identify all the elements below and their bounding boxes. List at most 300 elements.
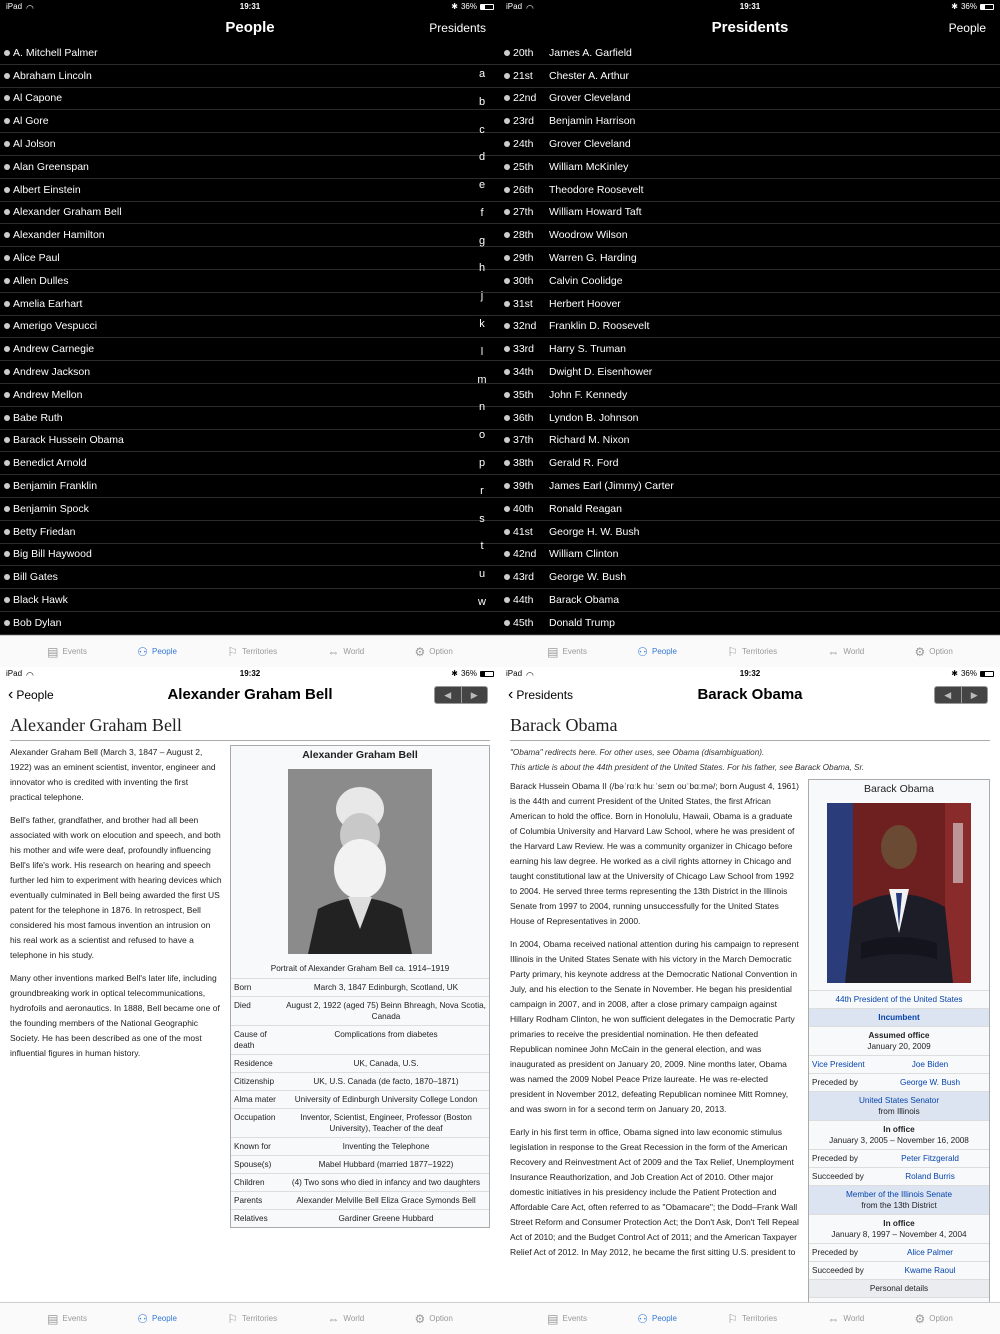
- list-item[interactable]: [500, 270, 1000, 293]
- status-bar: [500, 667, 1000, 681]
- list-item[interactable]: [0, 270, 500, 293]
- list-item[interactable]: [0, 316, 500, 339]
- bullet-icon: [504, 597, 510, 603]
- arrows-icon: ⇔: [327, 1311, 340, 1326]
- president-number: 26th: [513, 183, 534, 196]
- president-name: Ronald Reagan: [549, 502, 622, 515]
- index-letter[interactable]: s: [479, 512, 485, 525]
- people-list: [0, 42, 500, 635]
- people-button[interactable]: People: [948, 21, 986, 35]
- battery-percent: 36%: [960, 669, 977, 678]
- bullet-icon: [4, 323, 10, 329]
- list-item[interactable]: [0, 384, 500, 407]
- previous-button[interactable]: ◀: [935, 687, 962, 703]
- page-title: People: [225, 19, 275, 36]
- list-item[interactable]: [500, 384, 1000, 407]
- person-icon: ⚇: [637, 1311, 649, 1326]
- list-item[interactable]: [0, 544, 500, 567]
- bluetooth-icon: ✱: [451, 669, 458, 678]
- list-item[interactable]: [0, 361, 500, 384]
- tab-option[interactable]: ⚙ Option: [414, 1311, 453, 1326]
- infobox-value: August 2, 1922 (aged 75) Beinn Bhreagh, Nova Scotia, Canada: [286, 1001, 486, 1021]
- president-name: Richard M. Nixon: [549, 434, 630, 447]
- bullet-icon: [504, 483, 510, 489]
- person-name: Alexander Hamilton: [13, 229, 105, 242]
- preceded-by-value[interactable]: Peter Fitzgerald: [901, 1154, 959, 1163]
- bullet-icon: [504, 301, 510, 307]
- incumbent-label[interactable]: Incumbent: [878, 1013, 920, 1022]
- preceded-by-value[interactable]: George W. Bush: [899, 1078, 961, 1087]
- presidents-button[interactable]: Presidents: [429, 21, 486, 35]
- president-number: 20th: [513, 46, 534, 59]
- bullet-icon: [4, 346, 10, 352]
- list-item[interactable]: [500, 179, 1000, 202]
- tab-territories[interactable]: ⚐ Territories: [227, 644, 278, 659]
- infobox-key: Died: [234, 1001, 251, 1010]
- tab-world[interactable]: ⇔ World: [327, 1311, 365, 1326]
- person-name: Al Capone: [13, 92, 63, 105]
- index-letter[interactable]: f: [480, 206, 484, 219]
- list-item[interactable]: [0, 179, 500, 202]
- succeeded-by-value[interactable]: Roland Burris: [905, 1172, 955, 1181]
- tab-territories[interactable]: ⚐ Territories: [727, 1311, 778, 1326]
- infobox: [230, 745, 490, 1228]
- bell-portrait: [288, 769, 432, 954]
- back-button[interactable]: ‹ People: [8, 681, 54, 709]
- flag-icon: ⚐: [727, 644, 738, 659]
- infobox-key: Known for: [234, 1142, 271, 1151]
- preceded-by-value[interactable]: Alice Palmer: [907, 1248, 953, 1257]
- bullet-icon: [504, 574, 510, 580]
- index-letter[interactable]: c: [479, 123, 485, 136]
- article-heading: Barack Obama: [510, 715, 990, 741]
- list-item[interactable]: [0, 202, 500, 225]
- list-item[interactable]: [500, 566, 1000, 589]
- preceded-by-label: Preceded by: [812, 1154, 858, 1163]
- list-item[interactable]: [500, 133, 1000, 156]
- article-content[interactable]: [0, 709, 500, 1302]
- list-item[interactable]: [500, 202, 1000, 225]
- infobox-value: Gardiner Greene Hubbard: [338, 1214, 434, 1223]
- list-item[interactable]: [0, 521, 500, 544]
- infobox-key: Parents: [234, 1196, 263, 1205]
- succeeded-by-label: Succeeded by: [812, 1266, 864, 1275]
- index-letter[interactable]: d: [478, 151, 486, 164]
- index-letter[interactable]: k: [479, 318, 485, 331]
- bullet-icon: [504, 187, 510, 193]
- list-item[interactable]: [0, 498, 500, 521]
- index-letter[interactable]: o: [478, 429, 486, 442]
- index-letter[interactable]: t: [480, 540, 484, 553]
- infobox-value: UK, Canada, U.S.: [353, 1059, 419, 1068]
- president-number: 25th: [513, 160, 534, 173]
- battery-percent: 36%: [960, 2, 977, 11]
- president-name: Herbert Hoover: [549, 297, 621, 310]
- next-button[interactable]: ▶: [470, 689, 478, 700]
- list-item[interactable]: [500, 430, 1000, 453]
- tab-events[interactable]: ▤ Events: [547, 1311, 587, 1326]
- infobox-row: [231, 996, 489, 1025]
- infobox-key: Children: [234, 1178, 265, 1187]
- president-number: 38th: [513, 457, 534, 470]
- list-item[interactable]: [500, 338, 1000, 361]
- gear-icon: ⚙: [914, 1311, 926, 1326]
- list-item[interactable]: [0, 589, 500, 612]
- status-bar: [0, 0, 500, 14]
- bullet-icon: [4, 392, 10, 398]
- bullet-icon: [504, 369, 510, 375]
- index-letter[interactable]: n: [478, 401, 486, 414]
- list-item[interactable]: [500, 293, 1000, 316]
- list-item[interactable]: [0, 133, 500, 156]
- person-name: Bill Gates: [13, 571, 58, 584]
- wifi-icon: ◠: [26, 3, 34, 13]
- office-link[interactable]: 44th President of the United States: [835, 995, 963, 1004]
- list-item[interactable]: [500, 247, 1000, 270]
- bullet-icon: [504, 437, 510, 443]
- president-number: 36th: [513, 411, 534, 424]
- hatnote-redirect: "Obama" redirects here. For other uses, see Obama (disambiguation).: [510, 748, 765, 757]
- paragraph-3: Many other inventions marked Bell's later life, including groundbreaking work in optical telecommunications, hydrofoils and aeronautics. In 1888, Bell became one of the founding members of the National Geographic Society. He has been described as one of the most influential figures in human history.: [10, 973, 220, 1058]
- wifi-icon: ◠: [526, 3, 534, 13]
- obama-article-screen: [500, 667, 1000, 1334]
- infobox-row: [231, 1108, 489, 1137]
- bullet-icon: [504, 50, 510, 56]
- president-number: 35th: [513, 388, 534, 401]
- president-number: 23rd: [513, 115, 535, 128]
- tab-territories[interactable]: ⚐ Territories: [227, 1311, 278, 1326]
- infobox-row: [231, 978, 489, 996]
- bullet-icon: [4, 597, 10, 603]
- list-item[interactable]: [0, 156, 500, 179]
- infobox-row: [231, 1137, 489, 1155]
- bell-article-screen: [0, 667, 500, 1334]
- wifi-icon: ◠: [26, 670, 34, 680]
- tab-option[interactable]: ⚙ Option: [914, 644, 953, 659]
- bullet-icon: [4, 187, 10, 193]
- person-name: Benjamin Franklin: [13, 480, 98, 493]
- tab-events[interactable]: ▤ Events: [547, 644, 587, 659]
- list-item[interactable]: [500, 65, 1000, 88]
- tab-bar: [500, 635, 1000, 667]
- illinois-senate-district: from the 13th District: [861, 1201, 937, 1210]
- obama-portrait: [827, 803, 971, 983]
- president-name: William Howard Taft: [549, 206, 642, 219]
- list-item[interactable]: [0, 110, 500, 133]
- infobox-key: Relatives: [234, 1214, 268, 1223]
- page-title: Presidents: [711, 19, 789, 36]
- tab-bar: [0, 1302, 500, 1334]
- list-item[interactable]: [500, 407, 1000, 430]
- list-item[interactable]: [500, 361, 1000, 384]
- person-name: Barack Hussein Obama: [13, 434, 124, 447]
- index-letter[interactable]: b: [478, 95, 486, 108]
- page-title: Barack Obama: [697, 686, 803, 703]
- person-name: Andrew Mellon: [13, 388, 83, 401]
- tab-people[interactable]: ⚇ People: [637, 644, 677, 659]
- tab-option[interactable]: ⚙ Option: [914, 1311, 953, 1326]
- tab-people[interactable]: ⚇ People: [137, 644, 177, 659]
- senator-link[interactable]: United States Senator: [858, 1096, 940, 1105]
- infobox-value: Inventing the Telephone: [342, 1142, 430, 1151]
- index-letter[interactable]: p: [478, 456, 486, 469]
- bullet-icon: [4, 460, 10, 466]
- list-item[interactable]: [0, 42, 500, 65]
- list-item[interactable]: [500, 110, 1000, 133]
- device-label: iPad: [506, 2, 523, 11]
- in-office-dates: January 3, 2005 – November 16, 2008: [829, 1136, 969, 1145]
- list-item[interactable]: [500, 156, 1000, 179]
- list-item[interactable]: [0, 407, 500, 430]
- president-number: 44th: [513, 594, 534, 607]
- bullet-icon: [504, 346, 510, 352]
- bullet-icon: [4, 232, 10, 238]
- infobox-row: [231, 1155, 489, 1173]
- tab-events[interactable]: ▤ Events: [47, 1311, 87, 1326]
- person-icon: ⚇: [637, 644, 649, 659]
- list-item[interactable]: [500, 88, 1000, 111]
- list-item[interactable]: [0, 566, 500, 589]
- infobox-key: Residence: [234, 1059, 273, 1068]
- article-heading: Alexander Graham Bell: [10, 715, 490, 741]
- bullet-icon: [504, 460, 510, 466]
- gear-icon: ⚙: [914, 644, 926, 659]
- bullet-icon: [4, 95, 10, 101]
- person-name: Big Bill Haywood: [13, 548, 92, 561]
- previous-button[interactable]: ◀: [435, 687, 462, 703]
- person-name: Amerigo Vespucci: [13, 320, 98, 333]
- president-number: 43rd: [513, 571, 535, 584]
- bluetooth-icon: ✱: [451, 2, 458, 11]
- paragraph-3: Early in his first term in office, Obama signed into law economic stimulus legislation in response to the Great Recession in the form of the American Recovery and Reinvestment Act of 2009 and the Tax Relief, Unemployment Insurance Reauthorization, and Job Creation Act of 2010. Other major domestic initiatives in his presidency include the Patient Protection and Affordable Care Act, often referred to as "Obamacare"; the Dodd–Frank Wall Street Reform and Consumer Protection Act; the Don't Ask, Don't Tell Repeal Act of 2010; and the Budget Control Act of 2011; and the American Taxpayer Relief Act of 2012. In May 2012, he became the first sitting U.S. president to: [510, 1127, 799, 1257]
- infobox-row: [231, 1173, 489, 1191]
- list-item[interactable]: [500, 224, 1000, 247]
- image-caption: Portrait of Alexander Graham Bell ca. 1914–1919: [270, 964, 450, 973]
- index-letter[interactable]: u: [478, 568, 486, 581]
- bluetooth-icon: ✱: [951, 2, 958, 11]
- list-item[interactable]: [0, 338, 500, 361]
- paragraph-2: In 2004, Obama received national attention during his campaign to represent Illinois in the United States Senate with his victory in the March Democratic Party primary, his keynote address at the Democratic National Convention in July, and his election to the Senate in November. He began his presidential campaign in 2007, and in 2008, after a close primary campaign against Hillary Rodham Clinton, he won sufficient delegates in the Democratic Party primaries to receive the presidential nomination. He then defeated Republican nominee John McCain in the general election, and was inaugurated as president on January 20, 2009. Nine months later, Obama was named the 2009 Nobel Peace Prize laureate. He was re-elected president in November 2012, defeating Republican nominee Mitt Romney, and was sworn in for a second term on January 20, 2013.: [510, 939, 799, 1114]
- person-icon: ⚇: [137, 1311, 149, 1326]
- list-item[interactable]: [500, 475, 1000, 498]
- nav-bar: [500, 14, 1000, 42]
- tab-people[interactable]: ⚇ People: [637, 1311, 677, 1326]
- tab-territories[interactable]: ⚐ Territories: [727, 644, 778, 659]
- infobox-value: UK, U.S. Canada (de facto, 1870–1871): [313, 1077, 459, 1086]
- bullet-icon: [4, 620, 10, 626]
- infobox-key: Citizenship: [234, 1077, 275, 1086]
- president-number: 31st: [513, 297, 533, 310]
- person-name: Betty Friedan: [13, 525, 76, 538]
- list-item[interactable]: [500, 521, 1000, 544]
- person-name: Andrew Jackson: [13, 366, 91, 379]
- tab-world[interactable]: ⇔ World: [827, 1311, 865, 1326]
- list-item[interactable]: [0, 65, 500, 88]
- president-number: 41st: [513, 525, 533, 538]
- prev-next-control: [934, 686, 988, 704]
- arrows-icon: ⇔: [827, 644, 840, 659]
- list-item[interactable]: [500, 42, 1000, 65]
- tab-events[interactable]: ▤ Events: [47, 644, 87, 659]
- list-item[interactable]: [0, 475, 500, 498]
- flag-icon: ⚐: [727, 1311, 738, 1326]
- tab-world[interactable]: ⇔ World: [827, 644, 865, 659]
- president-number: 37th: [513, 434, 534, 447]
- bullet-icon: [4, 278, 10, 284]
- bullet-icon: [504, 392, 510, 398]
- intro-paragraph: Barack Hussein Obama II (/bəˈrɑːk huːˈseɪn oʊˈbɑːmə/; born August 4, 1961) is the 44th and current President of the United States, the first African American to hold the office. Born in Honolulu, Hawaii, Obama is a graduate of Columbia University and Harvard Law School, where he was president of the Harvard Law Review. He was a community organizer in Chicago before earning his law degree. He worked as a civil rights attorney in Chicago and taught constitutional law at the University of Chicago Law School from 1992 to 2004. He served three terms representing the 13th District in the Illinois Senate from 1997 to 2004, running unsuccessfully for the United States House of Representatives in 2000.: [510, 781, 799, 926]
- bullet-icon: [504, 118, 510, 124]
- list-item[interactable]: [0, 430, 500, 453]
- president-name: William Clinton: [549, 548, 619, 561]
- bullet-icon: [504, 415, 510, 421]
- list-item[interactable]: [500, 498, 1000, 521]
- infobox-row: [231, 1090, 489, 1108]
- index-letter[interactable]: g: [478, 234, 486, 247]
- index-letter[interactable]: j: [480, 290, 484, 303]
- index-letter[interactable]: w: [478, 595, 486, 608]
- events-icon: ▤: [547, 644, 559, 659]
- tab-option[interactable]: ⚙ Option: [414, 644, 453, 659]
- succeeded-by-value[interactable]: Kwame Raoul: [904, 1266, 956, 1275]
- nav-bar: [500, 681, 1000, 709]
- battery-icon: [980, 4, 994, 10]
- chevron-left-icon: ‹: [508, 686, 514, 703]
- in-office-dates: January 8, 1997 – November 4, 2004: [831, 1230, 967, 1239]
- president-name: George H. W. Bush: [549, 525, 640, 538]
- list-item[interactable]: [0, 88, 500, 111]
- president-name: Donald Trump: [549, 616, 615, 629]
- president-name: Grover Cleveland: [549, 138, 631, 151]
- assumed-office-label: Assumed office: [868, 1031, 930, 1040]
- bluetooth-icon: ✱: [951, 669, 958, 678]
- list-item[interactable]: [0, 612, 500, 635]
- list-item[interactable]: [500, 589, 1000, 612]
- index-letter[interactable]: r: [480, 484, 484, 497]
- president-name: Benjamin Harrison: [549, 115, 636, 128]
- index-letter[interactable]: h: [478, 262, 486, 275]
- portrait-image: [809, 799, 989, 990]
- infobox-row: [231, 1054, 489, 1072]
- vp-label[interactable]: Vice President: [812, 1060, 865, 1069]
- list-item[interactable]: [500, 612, 1000, 635]
- flag-icon: ⚐: [227, 644, 238, 659]
- person-name: Alice Paul: [13, 252, 60, 265]
- list-item[interactable]: [0, 224, 500, 247]
- person-name: Benjamin Spock: [13, 502, 89, 515]
- events-icon: ▤: [547, 1311, 559, 1326]
- bullet-icon: [504, 278, 510, 284]
- list-item[interactable]: [0, 247, 500, 270]
- infobox-value: (4) Two sons who died in infancy and two daughters: [291, 1178, 481, 1187]
- bullet-icon: [4, 73, 10, 79]
- president-name: Lyndon B. Johnson: [549, 411, 639, 424]
- status-bar: [500, 0, 1000, 14]
- president-name: Barack Obama: [549, 594, 620, 607]
- bullet-icon: [4, 164, 10, 170]
- bullet-icon: [4, 437, 10, 443]
- list-item[interactable]: [0, 293, 500, 316]
- events-icon: ▤: [47, 1311, 59, 1326]
- bullet-icon: [504, 551, 510, 557]
- person-name: Amelia Earhart: [13, 297, 83, 310]
- vp-value[interactable]: Joe Biden: [911, 1060, 949, 1069]
- index-letter[interactable]: e: [478, 179, 486, 192]
- person-name: Black Hawk: [13, 594, 68, 607]
- infobox-key: Spouse(s): [234, 1160, 272, 1169]
- bullet-icon: [504, 323, 510, 329]
- president-number: 32nd: [513, 320, 537, 333]
- index-letter[interactable]: a: [478, 68, 486, 80]
- index-letter[interactable]: m: [477, 373, 487, 386]
- list-item[interactable]: [500, 452, 1000, 475]
- bullet-icon: [504, 255, 510, 261]
- clock: 19:32: [739, 669, 761, 678]
- bullet-icon: [4, 255, 10, 261]
- article-content[interactable]: [500, 709, 1000, 1302]
- list-item[interactable]: [500, 316, 1000, 339]
- infobox-value: Alexander Melville Bell Eliza Grace Symonds Bell: [296, 1196, 476, 1205]
- arrows-icon: ⇔: [827, 1311, 840, 1326]
- infobox-row: [231, 1209, 489, 1227]
- presidents-list: [500, 42, 1000, 635]
- president-number: 27th: [513, 206, 534, 219]
- bullet-icon: [504, 529, 510, 535]
- president-name: Calvin Coolidge: [549, 274, 623, 287]
- president-number: 29th: [513, 252, 534, 265]
- bullet-icon: [4, 574, 10, 580]
- president-name: Woodrow Wilson: [549, 229, 628, 242]
- president-name: Theodore Roosevelt: [549, 183, 644, 196]
- infobox-title: Barack Obama: [863, 783, 935, 795]
- infobox-row: [231, 1072, 489, 1090]
- president-number: 42nd: [513, 548, 537, 561]
- person-name: Alan Greenspan: [13, 160, 89, 173]
- president-number: 28th: [513, 229, 534, 242]
- infobox-key: Born: [234, 983, 252, 992]
- infobox-row: [231, 1191, 489, 1209]
- person-name: Al Gore: [13, 115, 49, 128]
- battery-icon: [980, 671, 994, 677]
- alphabet-index[interactable]: [476, 68, 488, 608]
- bullet-icon: [504, 141, 510, 147]
- infobox-rows: [231, 978, 489, 1227]
- in-office-label: In office: [883, 1219, 915, 1228]
- next-button[interactable]: ▶: [970, 689, 978, 700]
- person-name: Bob Dylan: [13, 616, 62, 629]
- bullet-icon: [504, 620, 510, 626]
- people-list-screen: [0, 0, 500, 667]
- wifi-icon: ◠: [526, 670, 534, 680]
- president-name: William McKinley: [549, 160, 629, 173]
- president-name: John F. Kennedy: [549, 388, 628, 401]
- infobox-key: Cause of death: [234, 1030, 267, 1050]
- infobox-value: Inventor, Scientist, Engineer, Professor (Boston University), Teacher of the deaf: [300, 1113, 472, 1133]
- tab-people[interactable]: ⚇ People: [137, 1311, 177, 1326]
- tab-bar: [0, 635, 500, 667]
- list-item[interactable]: [0, 452, 500, 475]
- list-item[interactable]: [500, 544, 1000, 567]
- back-button[interactable]: ‹ Presidents: [508, 681, 573, 709]
- bullet-icon: [504, 209, 510, 215]
- infobox-value: Mabel Hubbard (married 1877–1922): [318, 1160, 454, 1169]
- president-number: 40th: [513, 502, 534, 515]
- bullet-icon: [4, 301, 10, 307]
- index-letter[interactable]: l: [480, 345, 484, 358]
- illinois-senate-link[interactable]: Member of the Illinois Senate: [845, 1190, 953, 1199]
- gear-icon: ⚙: [414, 644, 426, 659]
- tab-world[interactable]: ⇔ World: [327, 644, 365, 659]
